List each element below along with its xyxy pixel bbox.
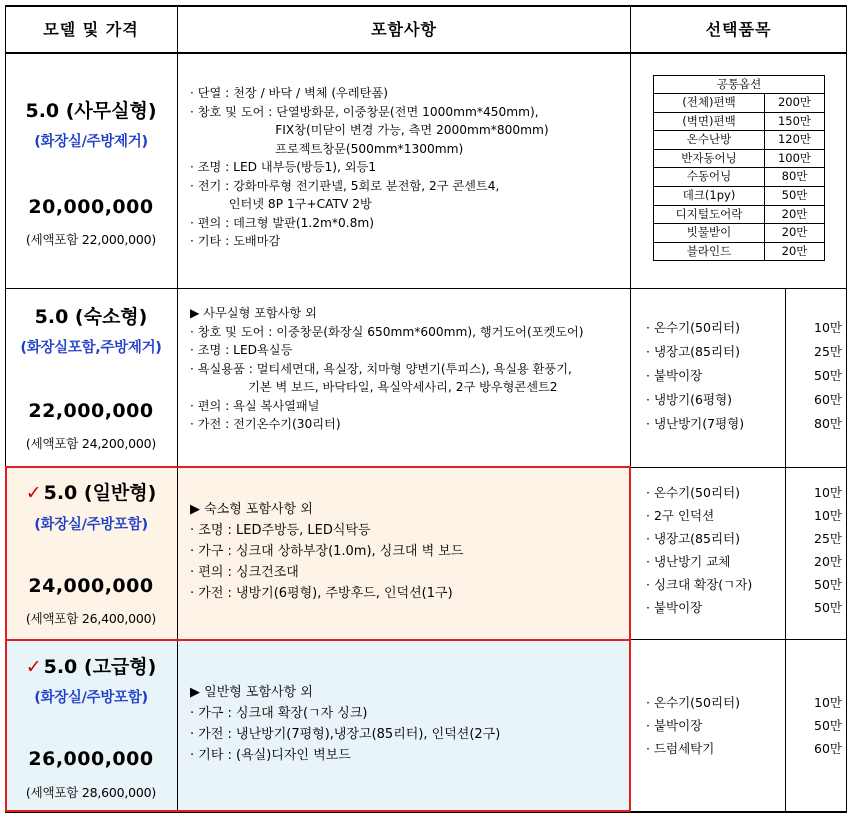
option-name: · 온수기(50리터) <box>646 485 740 500</box>
option-row <box>646 414 842 434</box>
common-option-name: (전체)편백 <box>654 94 765 112</box>
common-option-name: 데크(1py) <box>654 187 765 205</box>
option-row <box>646 390 842 410</box>
option-price: 60만 <box>814 392 842 407</box>
model-note: (화장실/주방포함) <box>34 517 148 533</box>
common-option-name: 디지털도어락 <box>654 206 765 224</box>
option-price: 10만 <box>814 508 842 523</box>
includes-list <box>190 84 630 251</box>
include-item: · 편의 : 데크형 발판(1.2m*0.8m) <box>190 215 374 230</box>
common-option-price: 200만 <box>777 95 812 109</box>
option-price: 25만 <box>814 344 842 359</box>
common-option-row <box>654 243 824 261</box>
option-name: · 냉난방기(7평형) <box>646 416 745 431</box>
common-option-name: 수동어닝 <box>654 168 765 186</box>
option-price: 50만 <box>814 577 842 592</box>
option-name: · 온수기(50리터) <box>646 320 740 335</box>
common-option-name: 빗물받이 <box>654 224 765 242</box>
common-option-name: (벽면)편백 <box>654 113 765 131</box>
include-item: · 창호 및 도어 : 이중창문(화장실 650mm*600mm), 행거도어(포켓도어) <box>190 324 584 339</box>
option-name: · 냉장고(85리터) <box>646 531 740 546</box>
include-item: · 조명 : LED욕실등 <box>190 343 293 357</box>
include-item: · 가구 : 싱크대 상하부장(1.0m), 싱크대 벽 보드 <box>190 544 464 559</box>
option-price: 50만 <box>814 368 842 383</box>
header-options: 선택품목 <box>631 5 846 54</box>
common-option-price: 100만 <box>777 150 812 165</box>
model-vat: (세액포함 22,000,000) <box>25 232 157 247</box>
common-option-price: 20만 <box>781 243 808 258</box>
includes-list <box>190 304 630 434</box>
common-option-row <box>654 224 824 243</box>
option-row <box>646 366 842 386</box>
model-name: 5.0 (사무실형) <box>25 100 157 122</box>
common-option-row <box>654 94 824 113</box>
include-item: · 가전 : 전기온수기(30리터) <box>190 417 341 431</box>
option-price: 60만 <box>814 741 842 756</box>
option-row <box>646 318 842 338</box>
common-option-row <box>654 168 824 187</box>
option-price: 50만 <box>814 718 842 733</box>
option-price: 10만 <box>814 320 842 335</box>
model-name: 5.0 (일반형) <box>43 482 157 504</box>
option-name: · 냉장고(85리터) <box>646 344 740 359</box>
include-item: · 욕실용품 : 멀티세면대, 욕실장, 치마형 양변기(투피스), 욕실용 환풍기, <box>190 361 572 376</box>
include-item: · 편의 : 욕실 복사열패널 <box>190 398 320 413</box>
option-row <box>646 483 842 503</box>
option-price: 50만 <box>814 600 842 615</box>
include-item: · 가구 : 싱크대 확장(ㄱ자 싱크) <box>190 706 368 721</box>
include-item: · 기타 : 도배마감 <box>190 234 281 248</box>
include-item: · 조명 : LED 내부등(방등1), 외등1 <box>190 160 377 174</box>
model-vat: (세액포함 24,200,000) <box>25 436 157 451</box>
option-price: 25만 <box>814 531 842 546</box>
option-name: · 드럼세탁기 <box>646 741 715 756</box>
common-option-name: 반자동어닝 <box>654 150 765 168</box>
right-border <box>846 5 847 813</box>
common-option-row <box>654 113 824 132</box>
check-icon: ✓ <box>25 482 42 504</box>
model-price: 24,000,000 <box>28 575 154 597</box>
option-row <box>646 529 842 549</box>
option-price: 10만 <box>814 695 842 710</box>
option-price: 10만 <box>814 485 842 500</box>
model-price: 20,000,000 <box>28 196 154 218</box>
header-model-price: 모델 및 가격 <box>5 5 177 54</box>
model-price: 22,000,000 <box>28 400 154 422</box>
common-option-price: 50만 <box>781 187 808 202</box>
common-options-title: 공통옵션 <box>654 76 824 94</box>
model-name: 5.0 (숙소형) <box>34 306 148 328</box>
price-table <box>5 5 847 813</box>
include-item: ▶ 일반형 포함사항 외 <box>190 685 313 700</box>
include-item: · 가전 : 냉난방기(7평형),냉장고(85리터), 인덕션(2구) <box>190 727 501 742</box>
common-option-name: 온수난방 <box>654 131 765 149</box>
include-item: · 창호 및 도어 : 단열방화문, 이중창문(전면 1000mm*450mm), <box>190 104 539 119</box>
check-icon: ✓ <box>25 656 42 678</box>
option-name: · 냉난방기 교체 <box>646 554 731 569</box>
model-note: (화장실/주방포함) <box>34 690 148 706</box>
common-option-price: 20만 <box>781 206 808 221</box>
common-option-row <box>654 206 824 225</box>
header-includes: 포함사항 <box>178 5 630 54</box>
common-option-price: 80만 <box>781 169 808 184</box>
include-item: ▶ 숙소형 포함사항 외 <box>190 502 313 517</box>
common-options-table <box>653 75 825 261</box>
option-row <box>646 552 842 572</box>
option-row <box>646 598 842 618</box>
common-option-price: 20만 <box>781 225 808 240</box>
option-row <box>646 693 842 713</box>
include-item: FIX창(미닫이 변경 가능, 측면 2000mm*800mm) <box>190 123 549 137</box>
option-row <box>646 575 842 595</box>
highlight-divider <box>5 639 631 641</box>
option-name: · 붙박이장 <box>646 718 703 733</box>
common-option-row <box>654 131 824 150</box>
model-name: 5.0 (고급형) <box>43 656 157 678</box>
include-item: ▶ 사무실형 포함사항 외 <box>190 306 317 320</box>
common-option-price: 150만 <box>777 113 812 128</box>
model-note: (화장실포함,주방제거) <box>20 340 162 356</box>
option-name: · 2구 인덕션 <box>646 508 715 523</box>
option-name: · 온수기(50리터) <box>646 695 740 710</box>
common-option-price: 120만 <box>777 132 812 147</box>
option-name: · 싱크대 확장(ㄱ자) <box>646 577 753 592</box>
option-row <box>646 342 842 362</box>
include-item: 프로젝트창문(500mm*1300mm) <box>190 141 464 156</box>
include-item: · 전기 : 강화마루형 전기판넬, 5회로 분전함, 2구 콘센트4, <box>190 178 500 193</box>
common-option-row <box>654 187 824 206</box>
common-option-name: 블라인드 <box>654 243 765 261</box>
model-price: 26,000,000 <box>28 748 154 770</box>
option-name: · 냉방기(6평형) <box>646 392 733 407</box>
include-item: · 기타 : (욕실)디자인 벽보드 <box>190 748 351 763</box>
row-divider-1 <box>5 288 847 289</box>
model-vat: (세액포함 26,400,000) <box>25 611 157 626</box>
common-option-row <box>654 150 824 169</box>
include-item: 인터넷 8P 1구+CATV 2방 <box>190 197 372 211</box>
option-row <box>646 716 842 736</box>
include-item: · 가전 : 냉방기(6평형), 주방후드, 인덕션(1구) <box>190 586 453 601</box>
model-vat: (세액포함 28,600,000) <box>25 785 157 800</box>
include-item: · 편의 : 싱크건조대 <box>190 565 299 580</box>
option-row <box>646 739 842 759</box>
model-note: (화장실/주방제거) <box>34 134 148 150</box>
option-price: 80만 <box>814 416 842 431</box>
include-item: · 단열 : 천장 / 바닥 / 벽체 (우레탄폼) <box>190 86 388 100</box>
option-name: · 붙박이장 <box>646 368 703 383</box>
option-name: · 붙박이장 <box>646 600 703 615</box>
include-item: 기본 벽 보드, 바닥타일, 욕실악세사리, 2구 방우형콘센트2 <box>190 380 558 394</box>
option-row <box>646 506 842 526</box>
option-price: 20만 <box>814 554 842 569</box>
include-item: · 조명 : LED주방등, LED식탁등 <box>190 523 371 538</box>
